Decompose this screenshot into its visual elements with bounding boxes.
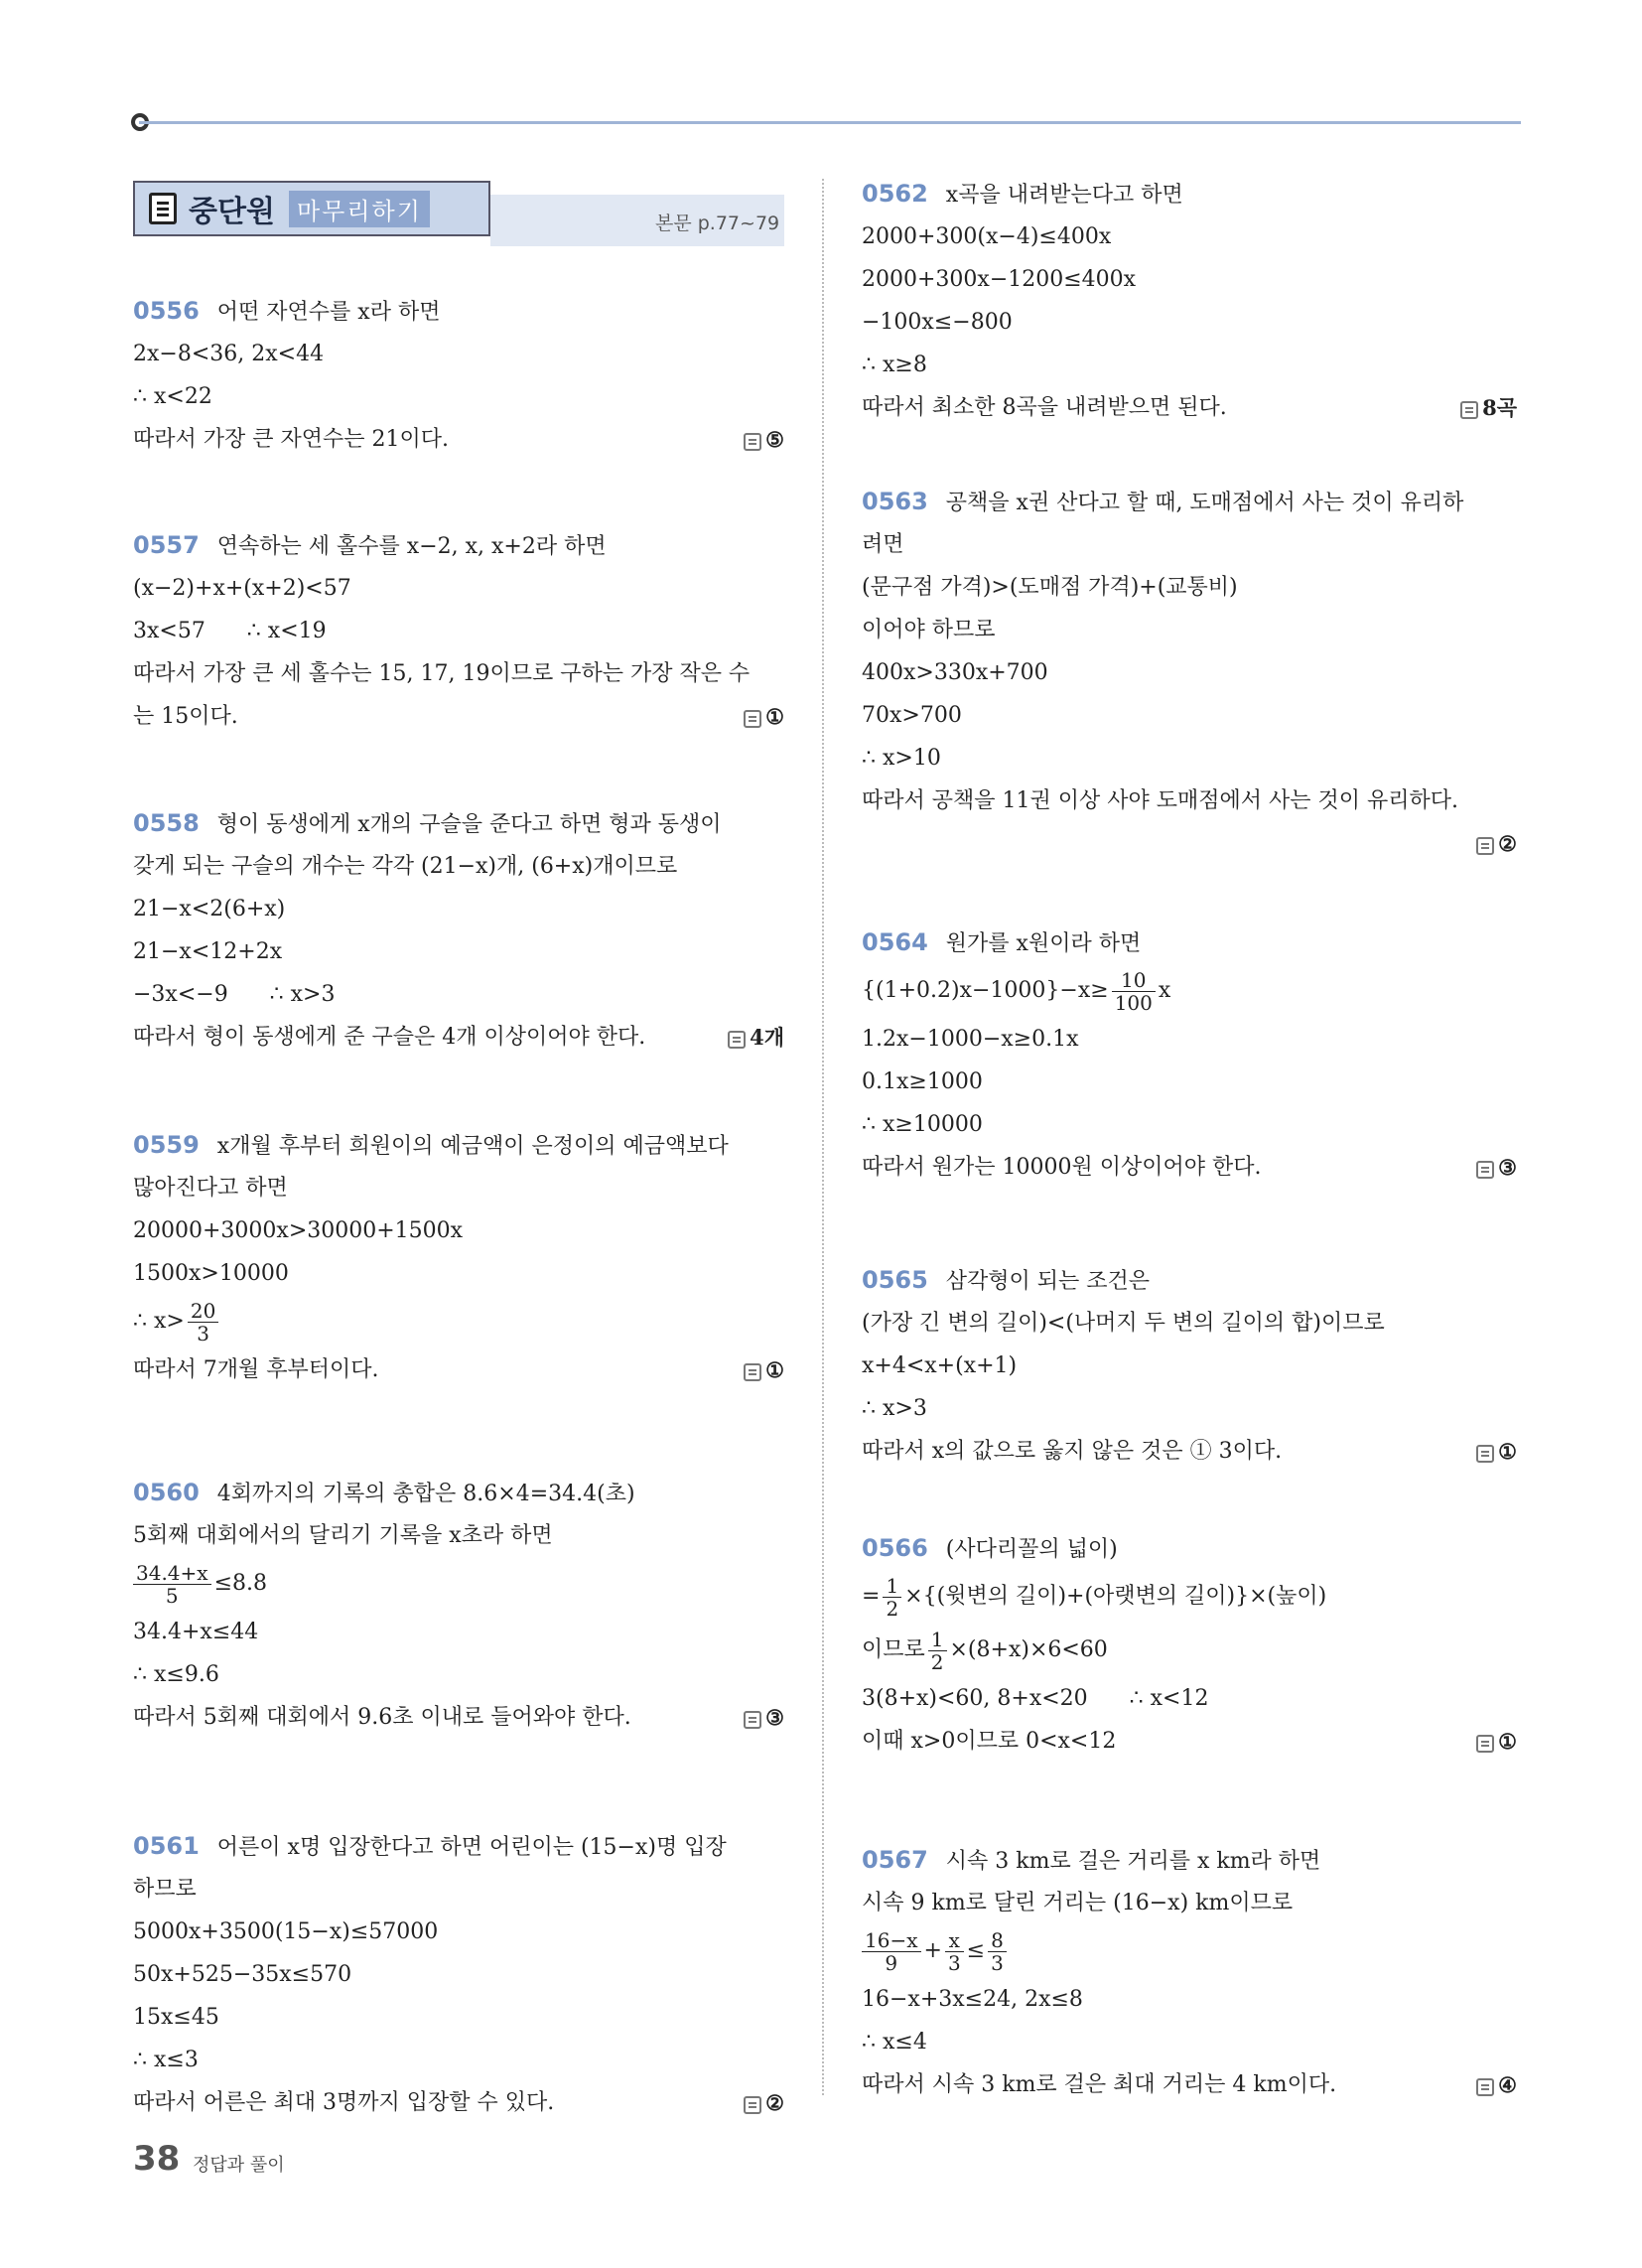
answer-value: ① xyxy=(765,1357,784,1382)
answer-icon xyxy=(1476,2078,1494,2096)
fraction-numerator: 10 xyxy=(1112,969,1156,992)
answer-icon xyxy=(744,433,761,451)
solution-line: 하므로 xyxy=(133,1877,197,1902)
solution-line: 50x+525−35x≤570 xyxy=(133,1962,352,1987)
solution-line: 21−x<12+2x xyxy=(133,939,283,964)
answer-value: ② xyxy=(765,2090,784,2115)
solution-line: 16−x+3x≤24, 2x≤8 xyxy=(862,1987,1083,2012)
solution-line: 공책을 x권 산다고 할 때, 도매점에서 사는 것이 유리하 xyxy=(945,491,1464,515)
solution-line: 2000+300(x−4)≤400x xyxy=(862,224,1112,249)
solution-line: 3x<57 ∴ x<19 xyxy=(133,619,327,643)
problem-number: 0559 xyxy=(133,1131,200,1159)
answer xyxy=(744,1696,784,1740)
answer-icon xyxy=(744,2096,761,2114)
solution-line: 갖게 되는 구슬의 개수는 각각 (21−x)개, (6+x)개이므로 xyxy=(133,854,678,879)
solution-text: ∴ x> xyxy=(133,1309,185,1334)
answer xyxy=(1476,1720,1517,1764)
fraction xyxy=(188,1300,218,1345)
solution-line: (문구점 가격)>(도매점 가격)+(교통비) xyxy=(862,575,1238,600)
answer-icon xyxy=(1476,837,1494,855)
answer-icon xyxy=(1476,1735,1494,1753)
fraction-numerator: 1 xyxy=(883,1575,901,1598)
problem-number: 0560 xyxy=(133,1479,200,1506)
problem-0559 xyxy=(133,1124,784,1391)
problem-0566 xyxy=(862,1527,1517,1763)
answer-icon xyxy=(728,1031,746,1049)
answer-value: ② xyxy=(1498,831,1517,856)
answer xyxy=(744,1348,784,1392)
solution-line: −3x<−9 ∴ x>3 xyxy=(133,982,336,1007)
solution-line: 0.1x≥1000 xyxy=(862,1069,983,1094)
fraction-numerator: 8 xyxy=(988,1929,1007,1952)
solution-line: 따라서 최소한 8곡을 내려받으면 된다. xyxy=(862,395,1227,420)
page-number: 38 xyxy=(133,2139,181,2179)
solution-line: 400x>330x+700 xyxy=(862,660,1048,685)
solution-line: 이때 x>0이므로 0<x<12 xyxy=(862,1729,1117,1754)
fraction xyxy=(1112,969,1156,1014)
solution-line: 따라서 5회째 대회에서 9.6초 이내로 들어와야 한다. xyxy=(133,1705,631,1730)
footer-section: 정답과 풀이 xyxy=(193,2155,285,2176)
section-title-box xyxy=(133,181,490,236)
solution-line: 형이 동생에게 x개의 구슬을 준다고 하면 형과 동생이 xyxy=(216,812,722,837)
solution-line: −100x≤−800 xyxy=(862,310,1013,335)
answer xyxy=(1476,1430,1517,1474)
answer xyxy=(1476,2063,1517,2107)
solution-line: 따라서 x의 값으로 옳지 않은 것은 ① 3이다. xyxy=(862,1439,1283,1464)
solution-line: 어른이 x명 입장한다고 하면 어린이는 (15−x)명 입장 xyxy=(216,1835,727,1860)
fraction-numerator: 34.4+x xyxy=(133,1562,211,1585)
solution-line: (가장 긴 변의 길이)<(나머지 두 변의 길이의 합)이므로 xyxy=(862,1311,1385,1336)
solution-line: 2000+300x−1200≤400x xyxy=(862,267,1137,292)
solution-line: ∴ x>3 xyxy=(862,1396,927,1421)
fraction-numerator: 1 xyxy=(928,1629,947,1651)
solution-line: 2x−8<36, 2x<44 xyxy=(133,342,325,366)
problem-0562 xyxy=(862,173,1517,429)
problem-number: 0558 xyxy=(133,809,200,837)
solution-line: 따라서 공책을 11권 이상 사야 도매점에서 사는 것이 유리하다. xyxy=(862,788,1458,813)
solution-line: ∴ x>10 xyxy=(862,746,941,771)
solution-line: 따라서 가장 큰 세 홀수는 15, 17, 19이므로 구하는 가장 작은 수 xyxy=(133,661,751,686)
problem-number: 0564 xyxy=(862,928,928,956)
solution-text: ×(8+x)×6<60 xyxy=(949,1637,1108,1662)
solution-line: 는 15이다. xyxy=(133,704,238,729)
problem-0561 xyxy=(133,1825,784,2124)
solution-line: 시속 9 km로 달린 거리는 (16−x) km이므로 xyxy=(862,1891,1294,1915)
answer xyxy=(728,1016,784,1060)
solution-line: 려면 xyxy=(862,532,904,557)
section-title: 중단원 xyxy=(189,195,275,229)
fraction xyxy=(862,1929,921,1974)
answer xyxy=(744,2081,784,2125)
solution-line: 삼각형이 되는 조건은 xyxy=(945,1269,1151,1294)
problem-number: 0561 xyxy=(133,1832,200,1860)
fraction xyxy=(883,1575,901,1620)
fraction-numerator: 20 xyxy=(188,1300,218,1323)
answer xyxy=(744,695,784,739)
problem-0560 xyxy=(133,1472,784,1739)
fraction xyxy=(945,1929,964,1974)
problem-number: 0562 xyxy=(862,180,928,208)
solution-line: 원가를 x원이라 하면 xyxy=(945,931,1142,956)
solution-line: 1.2x−1000−x≥0.1x xyxy=(862,1027,1079,1052)
solution-line: ∴ x≤3 xyxy=(133,2048,199,2072)
fraction-numerator: 16−x xyxy=(862,1929,921,1952)
answer-icon xyxy=(744,710,761,728)
solution-line: 34.4+x≤44 xyxy=(133,1620,259,1644)
problem-number: 0565 xyxy=(862,1266,928,1294)
answer-value: 4개 xyxy=(750,1025,784,1050)
solution-line: 따라서 어른은 최대 3명까지 입장할 수 있다. xyxy=(133,2090,555,2115)
solution-line: 어떤 자연수를 x라 하면 xyxy=(216,300,441,325)
fraction xyxy=(133,1562,211,1607)
solution-text: 이므로 xyxy=(862,1637,925,1662)
fraction-numerator: x xyxy=(945,1929,964,1952)
fraction-denominator: 5 xyxy=(165,1583,179,1608)
solution-line: 4회까지의 기록의 총합은 8.6×4=34.4(초) xyxy=(216,1482,635,1506)
answer-value: ① xyxy=(1498,1729,1517,1754)
problem-number: 0566 xyxy=(862,1534,928,1562)
problem-number: 0557 xyxy=(133,531,200,559)
section-subtitle: 마무리하기 xyxy=(289,191,430,227)
solution-line: 3(8+x)<60, 8+x<20 ∴ x<12 xyxy=(862,1686,1209,1711)
solution-line: 70x>700 xyxy=(862,703,962,728)
answer-value: ④ xyxy=(1498,2072,1517,2097)
answer-icon xyxy=(1460,401,1478,419)
answer-value: ③ xyxy=(1498,1155,1517,1180)
problem-number: 0567 xyxy=(862,1846,928,1874)
answer-icon xyxy=(744,1363,761,1381)
answer xyxy=(1476,1146,1517,1190)
solution-line: ∴ x<22 xyxy=(133,384,212,409)
answer-value: ① xyxy=(765,704,784,729)
solution-line: 시속 3 km로 걸은 거리를 x km라 하면 xyxy=(945,1849,1321,1874)
solution-text: {(1+0.2)x−1000}−x≥ xyxy=(862,978,1109,1003)
solution-line: 따라서 시속 3 km로 걸은 최대 거리는 4 km이다. xyxy=(862,2072,1337,2097)
fraction-denominator: 9 xyxy=(885,1950,898,1975)
problem-0563 xyxy=(862,481,1517,865)
problem-0564 xyxy=(862,921,1517,1189)
solution-text: ≤ xyxy=(966,1938,986,1963)
page-reference: 본문 p.77~79 xyxy=(655,213,780,234)
problem-0567 xyxy=(862,1839,1517,2106)
answer xyxy=(1460,386,1517,430)
solution-text: x xyxy=(1158,978,1171,1003)
solution-line: ∴ x≥10000 xyxy=(862,1112,983,1137)
fraction-denominator: 3 xyxy=(991,1950,1004,1975)
answer-icon xyxy=(1476,1161,1494,1179)
header-rule xyxy=(139,121,1521,124)
fraction-denominator: 3 xyxy=(947,1950,961,1975)
solution-line: ∴ x≥8 xyxy=(862,353,927,377)
answer-value: ⑤ xyxy=(765,427,784,452)
answer-value: 8곡 xyxy=(1482,395,1517,420)
answer-value: ① xyxy=(1498,1439,1517,1464)
solution-line: 이어야 하므로 xyxy=(862,618,996,642)
answer-icon xyxy=(744,1711,761,1729)
solution-line: x+4<x+(x+1) xyxy=(862,1353,1018,1378)
problem-number: 0556 xyxy=(133,297,200,325)
fraction xyxy=(928,1629,947,1673)
solution-line: x개월 후부터 희원이의 예금액이 은정이의 예금액보다 xyxy=(216,1134,729,1159)
column-divider xyxy=(822,179,824,2095)
solution-line: 20000+3000x>30000+1500x xyxy=(133,1218,464,1243)
solution-line: 5회째 대회에서의 달리기 기록을 x초라 하면 xyxy=(133,1523,553,1548)
problem-number: 0563 xyxy=(862,488,928,515)
solution-line: (사다리꼴의 넓이) xyxy=(945,1537,1118,1562)
solution-line: 따라서 가장 큰 자연수는 21이다. xyxy=(133,427,449,452)
answer-icon xyxy=(1476,1445,1494,1463)
answer xyxy=(1476,822,1517,866)
problem-0558 xyxy=(133,802,784,1059)
solution-text: + xyxy=(923,1938,942,1963)
problem-0556 xyxy=(133,290,784,461)
solution-line: ∴ x≤9.6 xyxy=(133,1662,219,1687)
solution-line: 따라서 7개월 후부터이다. xyxy=(133,1357,379,1382)
solution-text: ×{(윗변의 길이)+(아랫변의 길이)}×(높이) xyxy=(904,1584,1327,1609)
solution-line: 따라서 형이 동생에게 준 구슬은 4개 이상이어야 한다. xyxy=(133,1025,646,1050)
solution-text: ≤8.8 xyxy=(213,1571,267,1596)
solution-line: 따라서 원가는 10000원 이상이어야 한다. xyxy=(862,1155,1262,1180)
solution-line: 많아진다고 하면 xyxy=(133,1176,288,1201)
solution-line: 21−x<2(6+x) xyxy=(133,897,286,921)
problem-0565 xyxy=(862,1259,1517,1473)
answer-value: ③ xyxy=(765,1705,784,1730)
solution-line: 1500x>10000 xyxy=(133,1261,289,1286)
solution-line: x곡을 내려받는다고 하면 xyxy=(945,183,1183,208)
solution-text: = xyxy=(862,1584,881,1609)
solution-line: 15x≤45 xyxy=(133,2005,219,2030)
solution-line: 5000x+3500(15−x)≤57000 xyxy=(133,1919,439,1944)
solution-line: ∴ x≤4 xyxy=(862,2030,927,2055)
fraction-denominator: 100 xyxy=(1114,990,1153,1015)
solution-line: 연속하는 세 홀수를 x−2, x, x+2라 하면 xyxy=(216,534,607,559)
fraction xyxy=(988,1929,1007,1974)
book-icon xyxy=(149,193,177,224)
problem-0557 xyxy=(133,524,784,738)
fraction-denominator: 2 xyxy=(930,1649,944,1674)
solution-line: (x−2)+x+(x+2)<57 xyxy=(133,576,351,601)
fraction-denominator: 3 xyxy=(197,1321,209,1346)
fraction-denominator: 2 xyxy=(886,1596,899,1621)
answer xyxy=(744,418,784,462)
